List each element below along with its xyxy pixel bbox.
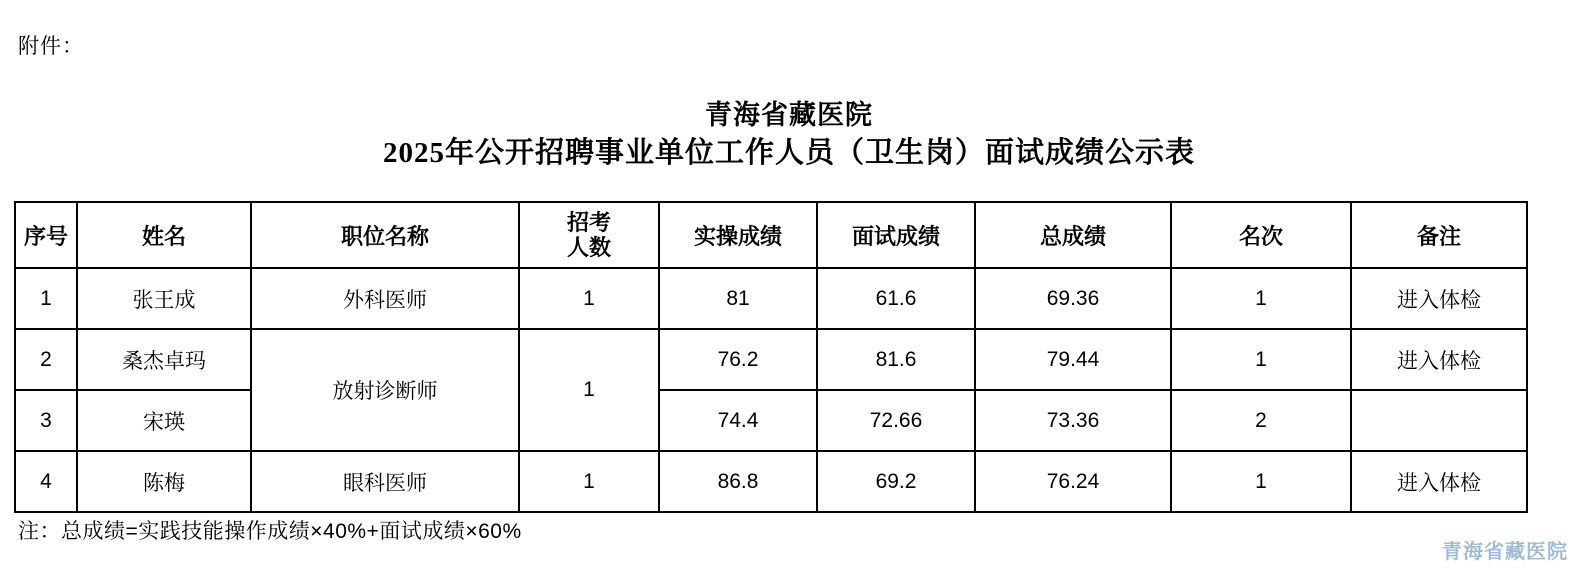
cell-practical: 76.2	[659, 329, 817, 390]
cell-rank: 2	[1171, 390, 1351, 451]
attachment-label: 附件：	[18, 35, 84, 58]
column-header-interview: 面试成绩	[817, 202, 975, 268]
cell-quota: 1	[519, 268, 659, 329]
cell-remark: 进入体检	[1351, 329, 1527, 390]
table-row	[15, 451, 1527, 512]
cell-remark: 进入体检	[1351, 268, 1527, 329]
column-header-position: 职位名称	[251, 202, 519, 268]
cell-total: 69.36	[975, 268, 1171, 329]
cell-remark: 进入体检	[1351, 451, 1527, 512]
cell-quota: 1	[519, 329, 659, 451]
cell-name: 宋瑛	[77, 390, 251, 451]
cell-interview: 69.2	[817, 451, 975, 512]
column-header-practical: 实操成绩	[659, 202, 817, 268]
table-row	[15, 268, 1527, 329]
cell-position: 眼科医师	[251, 451, 519, 512]
cell-total: 79.44	[975, 329, 1171, 390]
cell-seq: 4	[15, 451, 77, 512]
column-header-quota-line2: 人数	[566, 235, 611, 260]
page-title	[0, 96, 1578, 172]
table-header-row	[15, 202, 1527, 268]
title-line-2: 2025年公开招聘事业单位工作人员（卫生岗）面试成绩公示表	[382, 137, 1195, 169]
cell-remark	[1351, 390, 1527, 451]
cell-total: 76.24	[975, 451, 1171, 512]
column-header-name: 姓名	[77, 202, 251, 268]
column-header-remark: 备注	[1351, 202, 1527, 268]
cell-name: 张王成	[77, 268, 251, 329]
column-header-quota-line1: 招考	[566, 210, 611, 235]
cell-rank: 1	[1171, 268, 1351, 329]
cell-seq: 2	[15, 329, 77, 390]
cell-interview: 72.66	[817, 390, 975, 451]
cell-rank: 1	[1171, 451, 1351, 512]
cell-total: 73.36	[975, 390, 1171, 451]
column-header-total: 总成绩	[975, 202, 1171, 268]
column-header-rank: 名次	[1171, 202, 1351, 268]
cell-practical: 74.4	[659, 390, 817, 451]
cell-interview: 81.6	[817, 329, 975, 390]
table-note: 注：总成绩=实践技能操作成绩×40%+面试成绩×60%	[18, 520, 522, 543]
cell-position: 放射诊断师	[251, 329, 519, 451]
cell-interview: 61.6	[817, 268, 975, 329]
cell-seq: 1	[15, 268, 77, 329]
table-row	[15, 329, 1527, 390]
title-line-1: 青海省藏医院	[705, 100, 873, 130]
column-header-seq: 序号	[15, 202, 77, 268]
grades-table	[14, 201, 1528, 513]
cell-quota: 1	[519, 451, 659, 512]
cell-practical: 81	[659, 268, 817, 329]
column-header-quota	[519, 202, 659, 268]
cell-seq: 3	[15, 390, 77, 451]
watermark: 青海省藏医院	[1442, 541, 1568, 563]
cell-name: 陈梅	[77, 451, 251, 512]
cell-practical: 86.8	[659, 451, 817, 512]
cell-rank: 1	[1171, 329, 1351, 390]
cell-name: 桑杰卓玛	[77, 329, 251, 390]
cell-position: 外科医师	[251, 268, 519, 329]
table-row	[15, 390, 1527, 451]
